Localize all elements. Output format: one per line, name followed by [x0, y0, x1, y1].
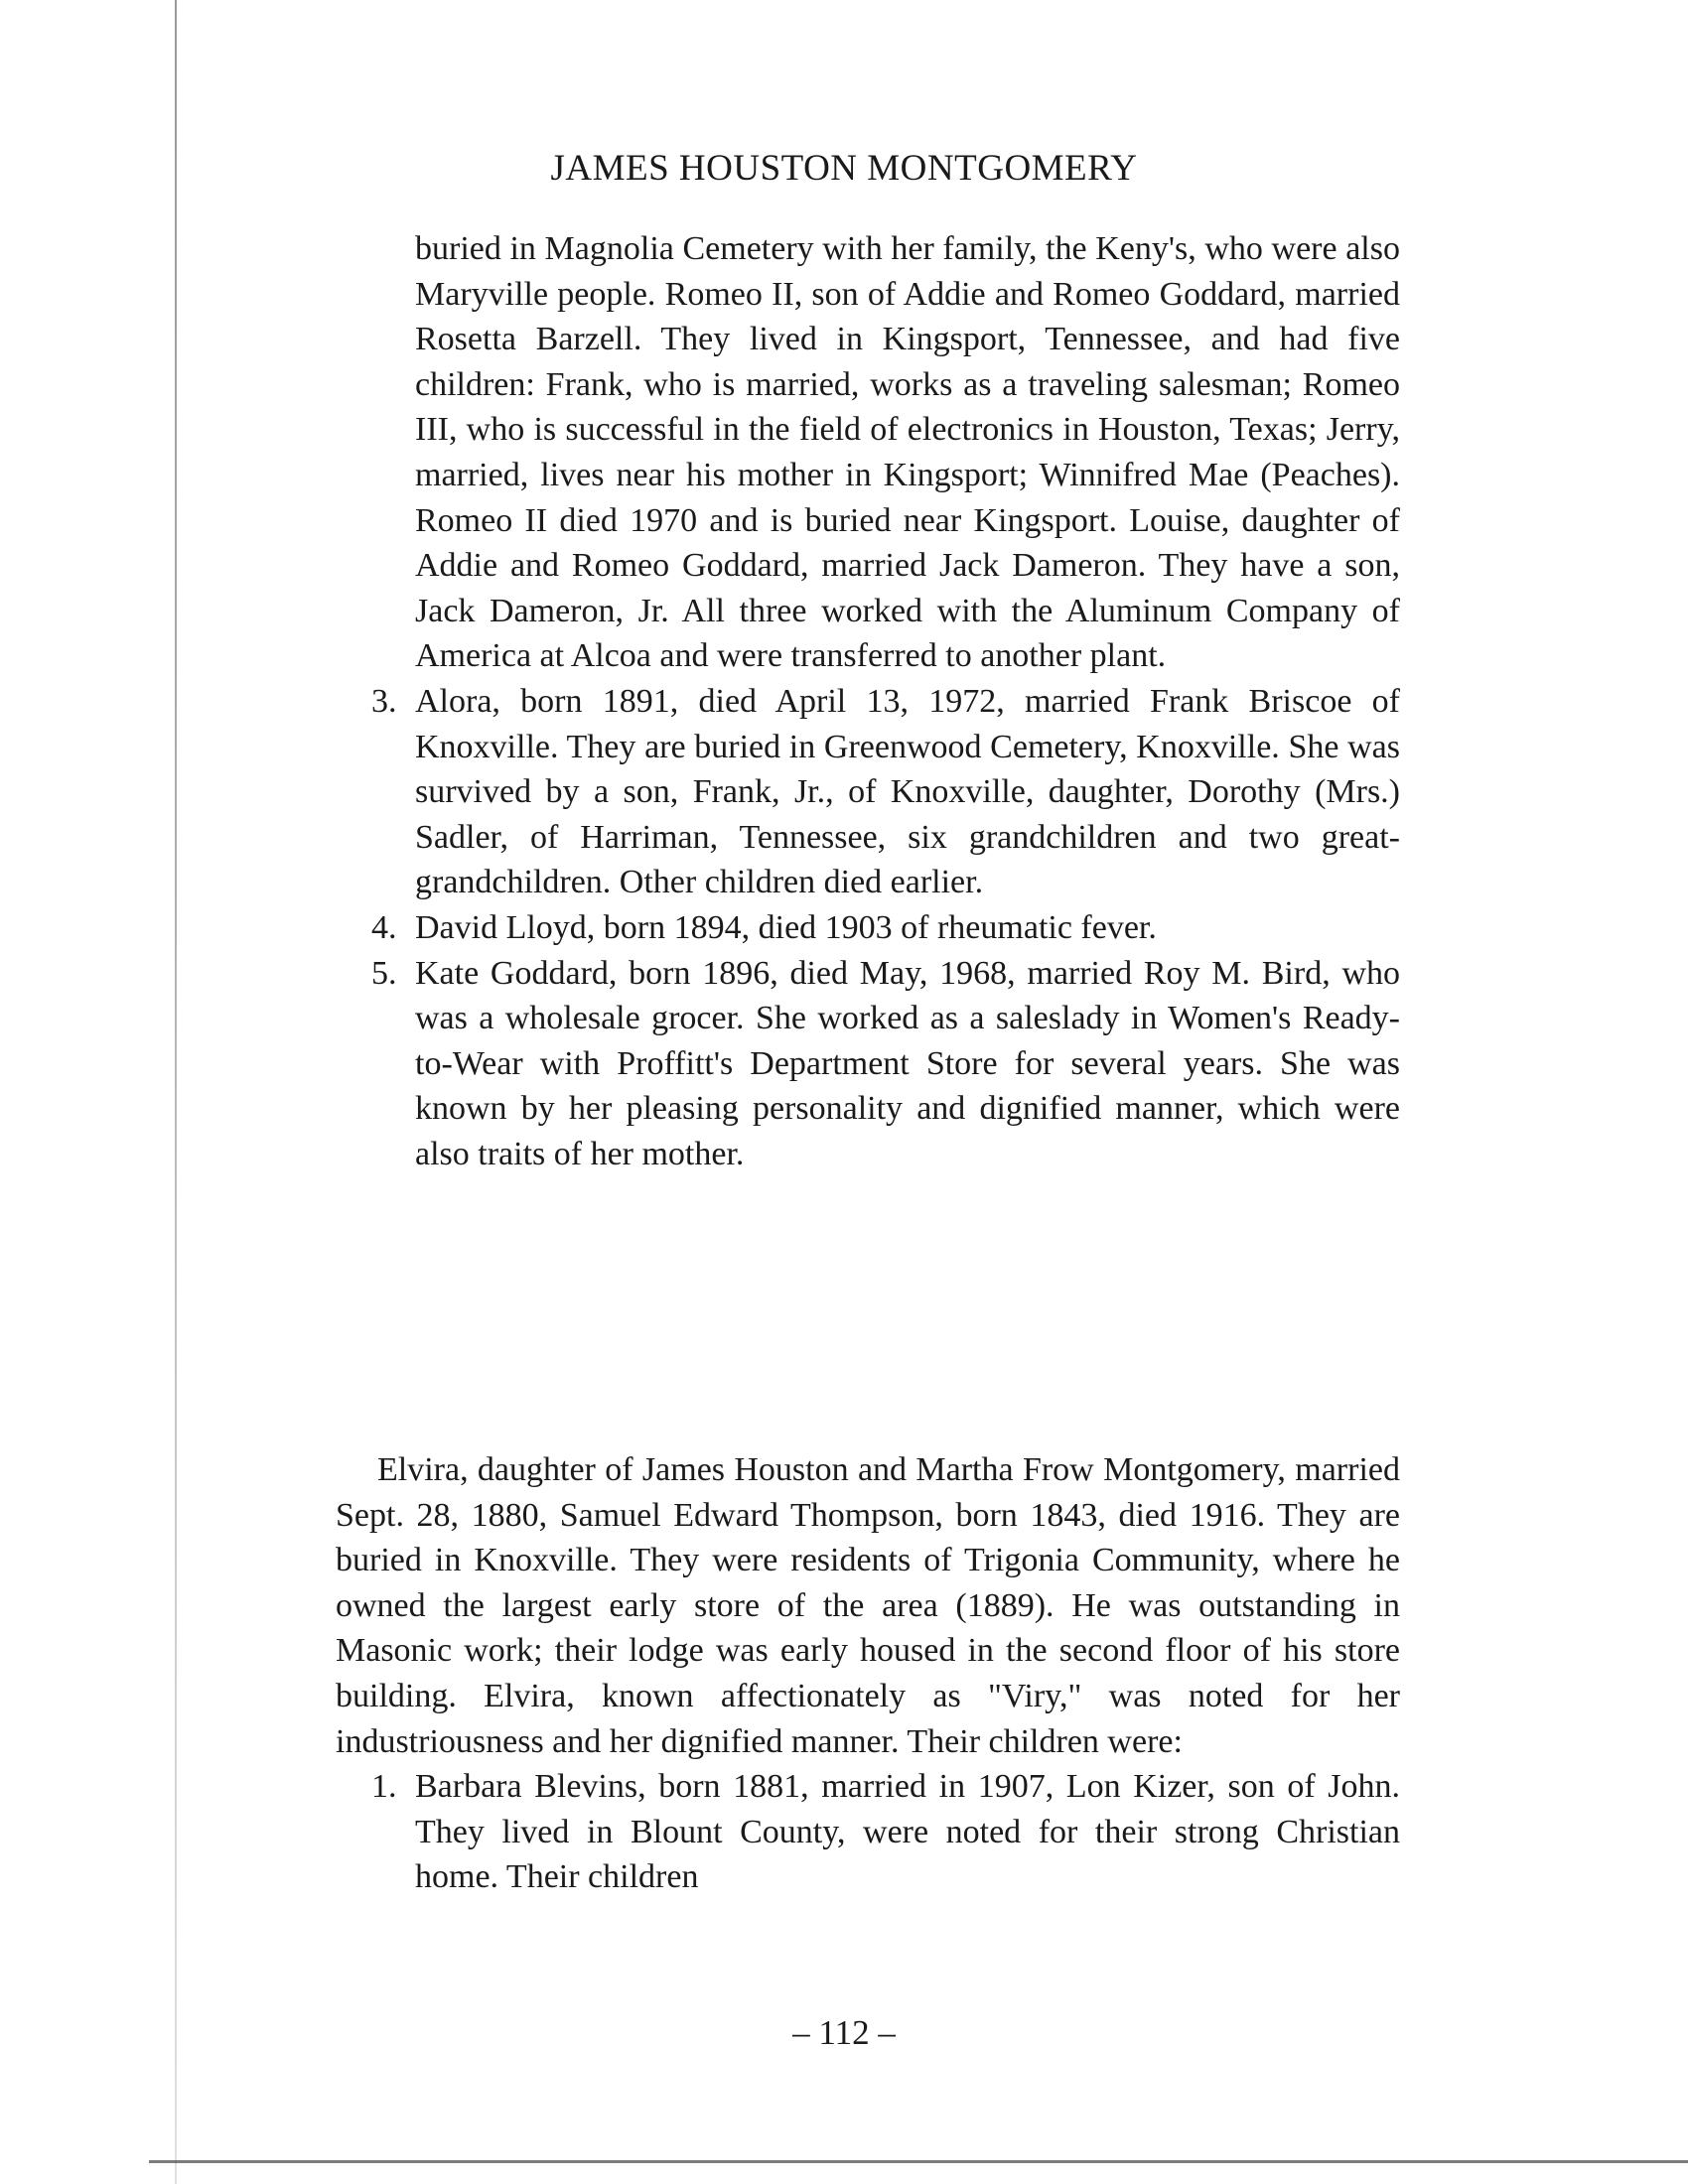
- list-item: [371, 679, 1400, 905]
- elvira-section: [336, 1447, 1400, 1900]
- children-list: [371, 679, 1400, 1177]
- list-item-text: David Lloyd, born 1894, died 1903 of rheumatic fever.: [415, 908, 1157, 946]
- list-item-number: 3.: [371, 682, 397, 720]
- continuation-paragraph: buried in Magnolia Cemetery with her family, the Keny's, who were also Maryville people. Romeo II, son of Addie and Romeo Goddard, married Rosetta Barzell. They lived in Kingsport, Tennessee, and had five children: Frank, who is married, works as a traveling salesman; Romeo III, who is successful in the field of electronics in Houston, Texas; Jerry, married, lives near his mother in Kingsport; Winnifred Mae (Peaches). Romeo II died 1970 and is buried near Kingsport. Louise, daughter of Addie and Romeo Goddard, married Jack Dameron. They have a son, Jack Dameron, Jr. All three worked with the Aluminum Company of America at Alcoa and were transferred to another plant.: [415, 230, 1400, 675]
- upper-text-block: [371, 226, 1400, 1176]
- binding-margin-line: [175, 0, 177, 2184]
- page-number: – 112 –: [792, 2013, 896, 2052]
- elvira-children-list: [371, 1764, 1400, 1900]
- list-item-number: 5.: [371, 954, 397, 992]
- list-item-text: Barbara Blevins, born 1881, married in 1907, Lon Kizer, son of John. They lived in Blount County, were noted for their strong Christian home. Their children: [415, 1768, 1400, 1896]
- running-header-title: JAMES HOUSTON MONTGOMERY: [550, 148, 1138, 189]
- list-item: [371, 1764, 1400, 1900]
- list-item-text: Alora, born 1891, died April 13, 1972, married Frank Briscoe of Knoxville. They are buried in Greenwood Cemetery, Knoxville. She was survived by a son, Frank, Jr., of Knoxville, daughter, Dorothy (Mrs.) Sadler, of Harriman, Tennessee, six grandchildren and two great-grandchildren. Other children died earlier.: [415, 682, 1400, 901]
- list-item-number: 4.: [371, 908, 397, 946]
- list-item-text: Kate Goddard, born 1896, died May, 1968, married Roy M. Bird, who was a wholesale grocer. She worked as a saleslady in Women's Ready-to-Wear with Proffitt's Department Store for several years. She was known by her pleasing personality and dignified manner, which were also traits of her mother.: [415, 954, 1400, 1172]
- list-item: [371, 905, 1400, 951]
- bottom-rule: [149, 2160, 1688, 2163]
- elvira-paragraph: Elvira, daughter of James Houston and Martha Frow Montgomery, married Sept. 28, 1880, Samuel Edward Thompson, born 1843, died 1916. They are buried in Knoxville. They were residents of Trigonia Community, where he owned the largest early store of the area (1889). He was outstanding in Masonic work; their lodge was early housed in the second floor of his store building. Elvira, known affectionately as "Viry," was noted for her industriousness and her dignified manner. Their children were:: [336, 1451, 1400, 1760]
- list-item: [371, 951, 1400, 1177]
- list-item-number: 1.: [371, 1768, 397, 1806]
